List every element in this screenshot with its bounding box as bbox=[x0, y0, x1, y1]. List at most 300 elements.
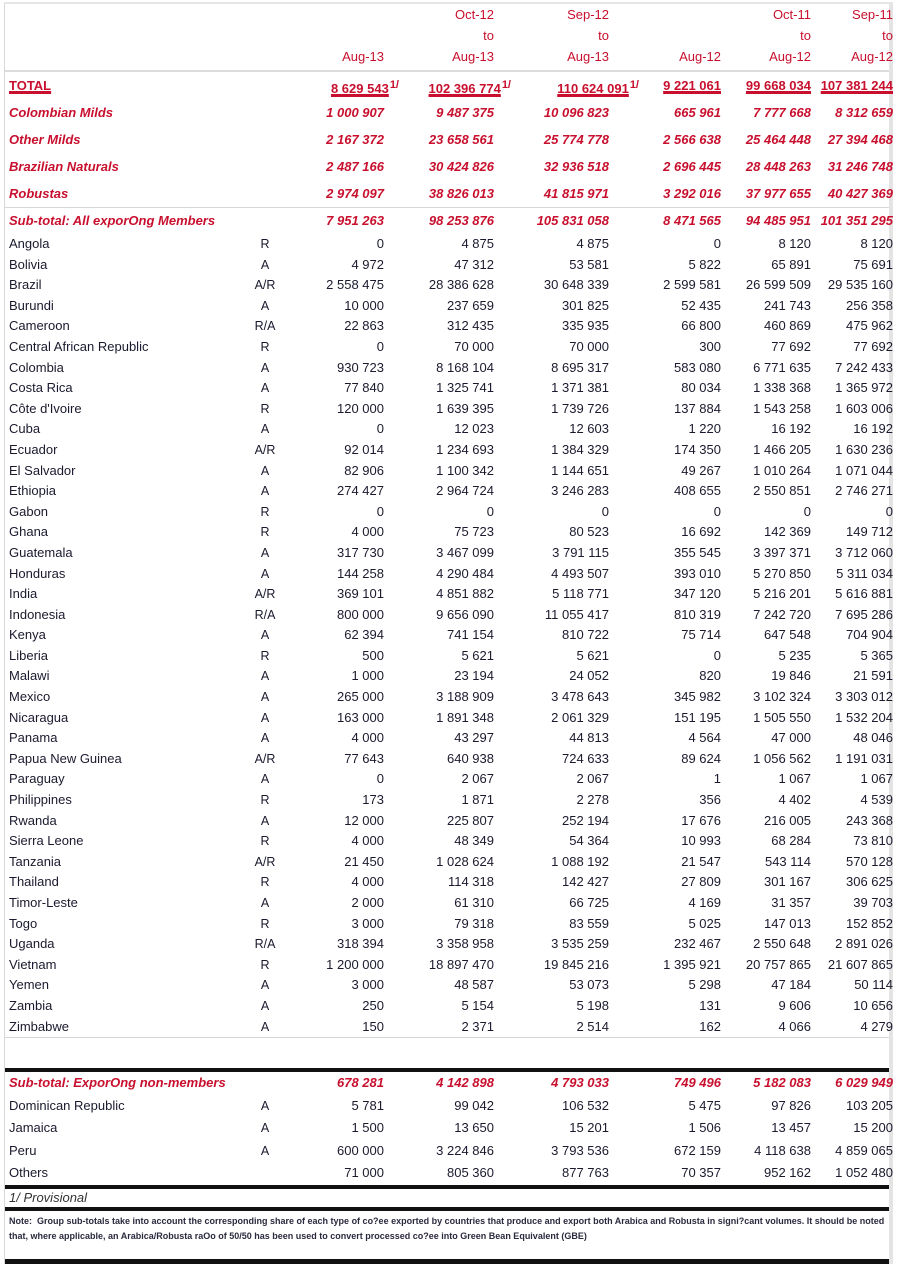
value-col-4: 0 bbox=[713, 236, 721, 251]
value-col-3: 5 198 bbox=[576, 997, 609, 1013]
value-col-6: 1 365 972 bbox=[835, 380, 893, 396]
value-col-5: 543 114 bbox=[764, 853, 811, 869]
country-row bbox=[5, 440, 893, 461]
value-col-6: 8 120 bbox=[860, 236, 893, 251]
value-col-3: 810 722 bbox=[562, 627, 609, 643]
value-col-6: 77 692 bbox=[853, 338, 893, 354]
header-line2 bbox=[679, 25, 721, 46]
group-label: Other Milds bbox=[9, 132, 81, 147]
value-col-3: 2 514 bbox=[576, 1018, 609, 1034]
value-col-4: 345 982 bbox=[674, 689, 721, 705]
value-col-3: 80 523 bbox=[569, 524, 609, 540]
country-row bbox=[5, 666, 893, 687]
country-row bbox=[5, 255, 893, 276]
value-col-6: 1 052 480 bbox=[835, 1165, 893, 1181]
value-col-4: 749 496 bbox=[674, 1075, 721, 1091]
value-col-2: 9 656 090 bbox=[436, 606, 494, 622]
value-col-1: 4 000 bbox=[351, 874, 384, 890]
value-col-4: 4 169 bbox=[688, 895, 721, 910]
value-col-3: 44 813 bbox=[569, 730, 609, 746]
value-col-3: 0 bbox=[601, 503, 609, 519]
coffee-type: A bbox=[260, 772, 270, 787]
country-name: Others bbox=[9, 1165, 49, 1181]
value-col-6: 475 962 bbox=[846, 318, 893, 334]
coffee-type: R bbox=[260, 504, 270, 519]
coffee-type: R bbox=[260, 525, 270, 540]
value-col-3: 19 845 216 bbox=[543, 956, 609, 972]
value-col-2: 18 897 470 bbox=[428, 956, 494, 972]
country-row bbox=[5, 914, 893, 935]
country-row bbox=[5, 1095, 893, 1118]
total-value: 102 396 774 bbox=[428, 81, 501, 96]
header-line1 bbox=[679, 4, 721, 25]
value-col-5: 5 182 083 bbox=[753, 1075, 811, 1091]
coffee-type: A bbox=[260, 813, 270, 828]
value-col-5: 1 067 bbox=[778, 771, 811, 787]
country-row bbox=[5, 996, 893, 1017]
value-col-3: 53 581 bbox=[569, 256, 609, 272]
value-col-3: 3 793 536 bbox=[551, 1142, 609, 1158]
value-col-2: 5 154 bbox=[461, 997, 494, 1013]
country-name: El Salvador bbox=[9, 462, 76, 478]
country-row bbox=[5, 790, 893, 811]
value-col-5: 9 606 bbox=[778, 997, 811, 1013]
value-col-3: 877 763 bbox=[562, 1165, 609, 1181]
coffee-type: R bbox=[260, 957, 270, 972]
value-col-6: 6 029 949 bbox=[835, 1075, 893, 1091]
value-col-2: 1 028 624 bbox=[436, 853, 494, 869]
country-name: India bbox=[9, 586, 38, 602]
value-col-1: 92 014 bbox=[344, 441, 384, 457]
country-row bbox=[5, 625, 893, 646]
value-col-1: 1 000 907 bbox=[326, 105, 384, 120]
value-col-6: 3 712 060 bbox=[835, 544, 893, 560]
value-col-2: 2 371 bbox=[461, 1018, 494, 1034]
country-row bbox=[5, 584, 893, 605]
value-col-6: 4 279 bbox=[860, 1018, 893, 1034]
value-col-2: 61 310 bbox=[454, 895, 494, 910]
header-column-5 bbox=[769, 4, 811, 67]
country-row bbox=[5, 1017, 893, 1038]
country-row bbox=[5, 831, 893, 852]
total-value: 9 221 061 bbox=[663, 78, 721, 93]
value-col-2: 30 424 826 bbox=[428, 159, 494, 174]
value-col-4: 5 475 bbox=[688, 1097, 721, 1113]
country-row bbox=[5, 461, 893, 482]
country-name: Zimbabwe bbox=[9, 1018, 69, 1034]
value-col-5: 1 338 368 bbox=[753, 380, 811, 396]
value-col-2: 23 658 561 bbox=[428, 132, 494, 147]
country-name: Central African Republic bbox=[9, 338, 149, 354]
value-col-2: 1 100 342 bbox=[436, 462, 494, 478]
value-col-1: 2 974 097 bbox=[326, 186, 384, 201]
value-col-6: 101 351 295 bbox=[820, 213, 893, 228]
value-col-4: 151 195 bbox=[674, 709, 721, 725]
value-col-3: 1 088 192 bbox=[551, 853, 609, 869]
value-col-5: 4 066 bbox=[778, 1018, 811, 1034]
country-name: Mexico bbox=[9, 689, 51, 705]
value-col-6: 7 242 433 bbox=[835, 359, 893, 375]
value-col-3: 41 815 971 bbox=[543, 186, 609, 201]
value-col-2: 8 168 104 bbox=[436, 359, 494, 375]
country-row bbox=[5, 543, 893, 564]
value-col-5: 5 270 850 bbox=[753, 565, 811, 581]
value-col-6: 1 630 236 bbox=[835, 441, 893, 457]
value-col-6: 243 368 bbox=[846, 812, 893, 828]
value-col-2: 48 349 bbox=[454, 833, 494, 849]
total-label: TOTAL bbox=[9, 78, 52, 93]
value-col-2: 3 188 909 bbox=[436, 689, 494, 705]
value-col-2: 312 435 bbox=[447, 318, 494, 334]
coffee-type: A/R bbox=[254, 854, 276, 869]
header-line1: Oct-11 bbox=[772, 7, 811, 22]
coffee-type: A bbox=[260, 1121, 270, 1136]
country-row bbox=[5, 399, 893, 420]
country-name: Cuba bbox=[9, 421, 41, 437]
value-col-1: 1 500 bbox=[351, 1120, 384, 1136]
group-label: Brazilian Naturals bbox=[9, 159, 119, 174]
value-col-2: 75 723 bbox=[454, 524, 494, 540]
value-col-5: 5 216 201 bbox=[753, 586, 811, 602]
value-col-4: 0 bbox=[713, 503, 721, 519]
value-col-1: 0 bbox=[376, 236, 384, 251]
group-row bbox=[5, 180, 893, 207]
value-col-2: 99 042 bbox=[454, 1097, 494, 1113]
value-col-5: 25 464 448 bbox=[745, 132, 811, 147]
header-column-1 bbox=[342, 4, 384, 67]
country-row bbox=[5, 893, 893, 914]
value-col-1: 2 167 372 bbox=[326, 132, 384, 147]
value-col-3: 66 725 bbox=[569, 895, 609, 910]
country-row bbox=[5, 296, 893, 317]
country-row bbox=[5, 687, 893, 708]
value-col-3: 8 695 317 bbox=[551, 359, 609, 375]
value-col-3: 724 633 bbox=[562, 750, 609, 766]
coffee-exports-table bbox=[4, 2, 893, 1264]
value-col-4: 5 025 bbox=[688, 915, 721, 931]
value-col-6: 0 bbox=[885, 503, 893, 519]
country-name: Tanzania bbox=[9, 853, 62, 869]
value-col-1: 144 258 bbox=[337, 565, 384, 581]
value-col-1: 930 723 bbox=[337, 359, 384, 375]
value-col-2: 741 154 bbox=[447, 627, 494, 643]
value-col-1: 4 000 bbox=[351, 730, 384, 746]
subtotal-members-row bbox=[5, 207, 893, 234]
value-col-1: 317 730 bbox=[337, 544, 384, 560]
value-col-2: 48 587 bbox=[454, 977, 494, 993]
value-col-5: 7 777 668 bbox=[753, 105, 811, 120]
value-col-1: 77 643 bbox=[344, 750, 384, 766]
coffee-type: R bbox=[260, 875, 270, 890]
value-col-5: 1 466 205 bbox=[753, 441, 811, 457]
value-col-1: 173 bbox=[362, 792, 384, 808]
value-col-4: 17 676 bbox=[681, 812, 721, 828]
country-row bbox=[5, 769, 893, 790]
country-name: Brazil bbox=[9, 277, 42, 293]
value-col-5: 16 192 bbox=[771, 421, 811, 437]
country-name: Yemen bbox=[9, 977, 49, 993]
value-col-3: 10 096 823 bbox=[543, 105, 609, 120]
value-col-5: 3 397 371 bbox=[753, 544, 811, 560]
value-col-5: 4 118 638 bbox=[754, 1142, 811, 1158]
country-row bbox=[5, 605, 893, 626]
country-name: Nicaragua bbox=[9, 709, 69, 725]
value-col-5: 216 005 bbox=[764, 812, 811, 828]
coffee-type: A bbox=[260, 298, 270, 313]
country-row bbox=[5, 728, 893, 749]
value-col-6: 704 904 bbox=[846, 627, 893, 643]
coffee-type: A/R bbox=[254, 442, 276, 457]
value-col-5: 28 448 263 bbox=[745, 159, 811, 174]
value-col-1: 22 863 bbox=[344, 318, 384, 334]
value-col-6: 1 067 bbox=[860, 771, 893, 787]
value-col-2: 5 621 bbox=[461, 647, 494, 663]
value-col-6: 103 205 bbox=[846, 1097, 893, 1113]
value-col-4: 52 435 bbox=[681, 297, 721, 313]
value-col-4: 300 bbox=[699, 338, 721, 354]
value-col-2: 4 875 bbox=[461, 236, 494, 251]
value-col-3: 335 935 bbox=[562, 318, 609, 334]
value-col-6: 1 071 044 bbox=[835, 462, 893, 478]
value-col-3: 5 118 771 bbox=[552, 586, 609, 602]
country-row bbox=[5, 872, 893, 893]
group-row bbox=[5, 153, 893, 180]
value-col-1: 274 427 bbox=[337, 483, 384, 499]
value-col-3: 2 067 bbox=[576, 771, 609, 787]
country-name: Malawi bbox=[9, 668, 50, 684]
value-col-3: 12 603 bbox=[569, 421, 609, 437]
group-row bbox=[5, 99, 893, 126]
header-line2 bbox=[342, 25, 384, 46]
value-col-3: 142 427 bbox=[562, 874, 609, 890]
coffee-type: R/A bbox=[254, 937, 276, 952]
country-name: Paraguay bbox=[9, 771, 65, 787]
value-col-2: 79 318 bbox=[454, 915, 494, 931]
value-col-3: 301 825 bbox=[562, 297, 609, 313]
country-name: Gabon bbox=[9, 503, 49, 519]
value-col-5: 47 000 bbox=[771, 730, 811, 746]
country-name: Colombia bbox=[9, 359, 64, 375]
value-col-3: 1 739 726 bbox=[551, 400, 609, 416]
footnote-mark: 1/ bbox=[629, 79, 639, 91]
value-col-3: 83 559 bbox=[569, 915, 609, 931]
value-col-4: 16 692 bbox=[681, 524, 721, 540]
value-col-4: 4 564 bbox=[688, 730, 721, 746]
coffee-type: A/R bbox=[254, 751, 276, 766]
value-col-3: 3 246 283 bbox=[551, 483, 609, 499]
country-row bbox=[5, 749, 893, 770]
note-body: Group sub-totals take into account the corresponding share of each type of co?ee exported by countries that produce and export both Arabica and Robusta in signi?cant volumes. It should be noted that, where applicable, an Arabica/Robusta raOo of 50/50 has been used to convert processed co?ee into Green Bean Equivalent (GBE) bbox=[9, 1215, 885, 1241]
value-col-2: 2 067 bbox=[461, 771, 494, 787]
country-row bbox=[5, 975, 893, 996]
value-col-1: 0 bbox=[376, 421, 384, 437]
section-divider bbox=[5, 1037, 889, 1072]
value-col-5: 1 505 550 bbox=[753, 709, 811, 725]
value-col-2: 1 871 bbox=[461, 792, 494, 808]
value-col-5: 26 599 509 bbox=[745, 277, 811, 293]
group-label: Robustas bbox=[9, 186, 69, 201]
value-col-4: 70 357 bbox=[681, 1165, 721, 1181]
value-col-2: 225 807 bbox=[447, 812, 494, 828]
value-col-6: 1 191 031 bbox=[835, 750, 893, 766]
country-row bbox=[5, 337, 893, 358]
value-col-2: 3 358 958 bbox=[436, 936, 494, 952]
value-col-5: 65 891 bbox=[771, 256, 811, 272]
value-col-4: 21 547 bbox=[681, 853, 721, 869]
value-col-5: 19 846 bbox=[771, 668, 811, 684]
coffee-type: A bbox=[260, 1143, 270, 1158]
value-col-6: 16 192 bbox=[853, 421, 893, 437]
coffee-type: A bbox=[260, 422, 270, 437]
coffee-type: A bbox=[260, 669, 270, 684]
country-name: Zambia bbox=[9, 997, 53, 1013]
value-col-2: 3 467 099 bbox=[436, 544, 494, 560]
value-col-4: 0 bbox=[713, 647, 721, 663]
value-col-1: 0 bbox=[376, 503, 384, 519]
country-row bbox=[5, 1117, 893, 1140]
country-name: Uganda bbox=[9, 936, 55, 952]
value-col-5: 77 692 bbox=[771, 338, 811, 354]
value-col-6: 48 046 bbox=[853, 730, 893, 746]
coffee-type: R bbox=[260, 648, 270, 663]
value-col-1: 4 000 bbox=[351, 833, 384, 849]
value-col-5: 68 284 bbox=[771, 833, 811, 849]
value-col-3: 2 061 329 bbox=[551, 709, 609, 725]
value-col-1: 600 000 bbox=[337, 1142, 384, 1158]
value-col-3: 53 073 bbox=[569, 977, 609, 993]
value-col-1: 5 781 bbox=[351, 1097, 384, 1113]
value-col-3: 1 144 651 bbox=[551, 462, 609, 478]
value-col-3: 3 791 115 bbox=[552, 544, 609, 560]
coffee-type: A bbox=[260, 731, 270, 746]
coffee-type: A bbox=[260, 690, 270, 705]
value-col-6: 152 852 bbox=[846, 915, 893, 931]
header-line2: to bbox=[800, 28, 811, 43]
country-name: Philippines bbox=[9, 792, 72, 808]
coffee-type: A bbox=[260, 545, 270, 560]
value-col-1: 150 bbox=[362, 1018, 384, 1034]
header-line1: Oct-12 bbox=[454, 7, 494, 22]
value-col-4: 2 696 445 bbox=[663, 159, 721, 174]
country-row bbox=[5, 852, 893, 873]
value-col-1: 0 bbox=[376, 338, 384, 354]
coffee-type: A bbox=[260, 978, 270, 993]
table-header bbox=[5, 4, 893, 72]
value-col-3: 1 384 329 bbox=[551, 441, 609, 457]
coffee-type: R/A bbox=[254, 607, 276, 622]
value-col-2: 28 386 628 bbox=[428, 277, 494, 293]
value-col-2: 43 297 bbox=[454, 730, 494, 746]
value-col-1: 0 bbox=[376, 771, 384, 787]
value-col-4: 137 884 bbox=[674, 400, 721, 416]
value-col-4: 66 800 bbox=[681, 318, 721, 334]
coffee-type: A bbox=[260, 360, 270, 375]
value-col-4: 2 599 581 bbox=[663, 277, 721, 293]
value-col-4: 1 220 bbox=[688, 421, 721, 437]
country-row bbox=[5, 955, 893, 976]
country-row bbox=[5, 419, 893, 440]
value-col-2: 23 194 bbox=[454, 668, 494, 684]
value-col-6: 50 114 bbox=[854, 977, 893, 993]
total-value-col-6 bbox=[753, 72, 893, 99]
group-label: Colombian Milds bbox=[9, 105, 113, 120]
value-col-6: 27 394 468 bbox=[827, 132, 893, 147]
value-col-6: 21 607 865 bbox=[827, 956, 893, 972]
value-col-2: 0 bbox=[486, 503, 494, 519]
value-col-5: 0 bbox=[803, 503, 811, 519]
value-col-5: 241 743 bbox=[764, 297, 811, 313]
value-col-5: 8 120 bbox=[778, 236, 811, 251]
value-col-6: 3 303 012 bbox=[835, 689, 893, 705]
value-col-2: 640 938 bbox=[447, 750, 494, 766]
value-col-6: 256 358 bbox=[846, 297, 893, 313]
value-col-1: 500 bbox=[362, 647, 384, 663]
value-col-1: 250 bbox=[362, 997, 384, 1013]
country-row bbox=[5, 1162, 893, 1185]
coffee-type: A bbox=[260, 1098, 270, 1113]
country-name: Ethiopia bbox=[9, 483, 56, 499]
footnote-provisional: 1/ Provisional bbox=[5, 1185, 889, 1211]
total-value: 99 668 034 bbox=[745, 78, 811, 93]
value-col-5: 20 757 865 bbox=[745, 956, 811, 972]
value-col-4: 1 395 921 bbox=[663, 956, 721, 972]
value-col-5: 5 235 bbox=[778, 647, 811, 663]
total-value: 110 624 091 bbox=[557, 81, 629, 96]
value-col-4: 89 624 bbox=[681, 750, 721, 766]
country-row bbox=[5, 564, 893, 585]
value-col-4: 49 267 bbox=[681, 462, 721, 478]
value-col-4: 347 120 bbox=[674, 586, 721, 602]
value-col-3: 32 936 518 bbox=[543, 159, 609, 174]
coffee-type: R bbox=[260, 793, 270, 808]
country-row bbox=[5, 275, 893, 296]
country-row bbox=[5, 934, 893, 955]
value-col-1: 678 281 bbox=[337, 1075, 384, 1091]
value-col-6: 10 656 bbox=[853, 997, 893, 1013]
country-name: Cameroon bbox=[9, 318, 70, 334]
country-row bbox=[5, 708, 893, 729]
value-col-6: 4 859 065 bbox=[835, 1142, 893, 1158]
subtotal-nonmembers-row bbox=[5, 1072, 893, 1095]
value-col-4: 3 292 016 bbox=[663, 186, 721, 201]
coffee-groups bbox=[5, 99, 893, 207]
value-col-3: 11 055 417 bbox=[544, 606, 609, 622]
value-col-3: 30 648 339 bbox=[543, 277, 609, 293]
coffee-type: A bbox=[260, 710, 270, 725]
coffee-type: R bbox=[260, 401, 270, 416]
subtotal-members-label: Sub-total: All exporOng Members bbox=[9, 213, 216, 228]
value-col-4: 810 319 bbox=[674, 606, 721, 622]
value-col-4: 75 714 bbox=[681, 627, 721, 643]
value-col-2: 4 851 882 bbox=[436, 586, 494, 602]
header-line2: to bbox=[882, 28, 893, 43]
value-col-1: 21 450 bbox=[344, 853, 384, 869]
value-col-5: 6 771 635 bbox=[753, 359, 811, 375]
value-col-2: 237 659 bbox=[447, 297, 494, 313]
value-col-6: 1 603 006 bbox=[835, 400, 893, 416]
coffee-type: R bbox=[260, 237, 270, 251]
country-name: Kenya bbox=[9, 627, 46, 643]
value-col-3: 5 621 bbox=[576, 647, 609, 663]
value-col-1: 265 000 bbox=[337, 689, 384, 705]
country-name: Angola bbox=[9, 236, 50, 251]
country-row bbox=[5, 481, 893, 502]
value-col-4: 355 545 bbox=[674, 544, 721, 560]
value-col-4: 356 bbox=[699, 792, 721, 808]
value-col-3: 252 194 bbox=[562, 812, 609, 828]
value-col-3: 25 774 778 bbox=[543, 132, 609, 147]
header-column-6 bbox=[851, 4, 893, 67]
